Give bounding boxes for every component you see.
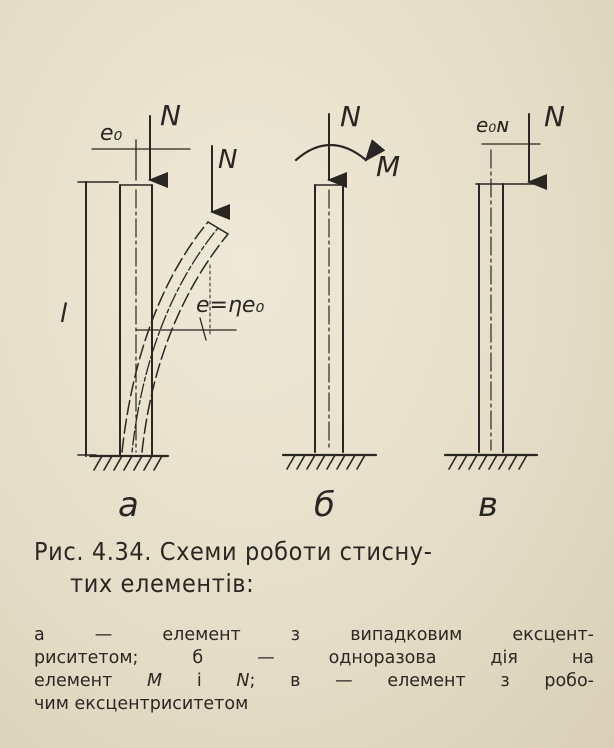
legend-m: M <box>147 671 163 691</box>
legend-line-2: риситетом; б — одноразова дія на <box>34 648 594 668</box>
legend-line-1: а — елемент з випадковим ексцент- <box>34 625 594 645</box>
subfigure-label-v: в <box>478 485 499 525</box>
legend-n: N <box>236 671 250 691</box>
label-length: l <box>60 299 68 329</box>
subfigure-label-b: б <box>314 485 335 525</box>
legend-line-3-a: елемент <box>34 671 148 691</box>
deformed-column-a <box>122 222 228 452</box>
figure-legend <box>34 624 594 716</box>
caption-line-1: Рис. 4.34. Схеми роботи стисну- <box>34 537 433 566</box>
label-n-v: N <box>544 100 565 133</box>
label-e-formula: e=ηe₀ <box>196 293 265 318</box>
legend-line-3-c: ; в — елемент з робо- <box>249 671 594 691</box>
ground-hatch-a <box>90 456 168 470</box>
label-n-a-top: N <box>160 99 181 132</box>
label-e0: e₀ <box>100 121 123 146</box>
subfigure-label-a: а <box>118 485 139 525</box>
label-n-b: N <box>340 100 361 133</box>
column-b <box>315 185 343 452</box>
column-v <box>476 150 540 452</box>
moment-arc-m <box>296 145 366 160</box>
label-n-a-side: N <box>218 145 238 175</box>
legend-line-3-b: і <box>162 671 237 691</box>
legend-line-3 <box>34 670 594 693</box>
legend-line-4: чим ексцентриситетом <box>34 694 249 714</box>
label-e0n: e₀ɴ <box>476 113 509 137</box>
scheme-v <box>445 114 540 469</box>
scheme-b <box>283 114 376 469</box>
label-m: M <box>376 150 401 183</box>
ground-hatch-b <box>283 455 376 469</box>
figure-caption <box>34 536 594 600</box>
caption-line-2: тих елементів: <box>70 569 255 598</box>
ground-hatch-v <box>445 455 537 469</box>
